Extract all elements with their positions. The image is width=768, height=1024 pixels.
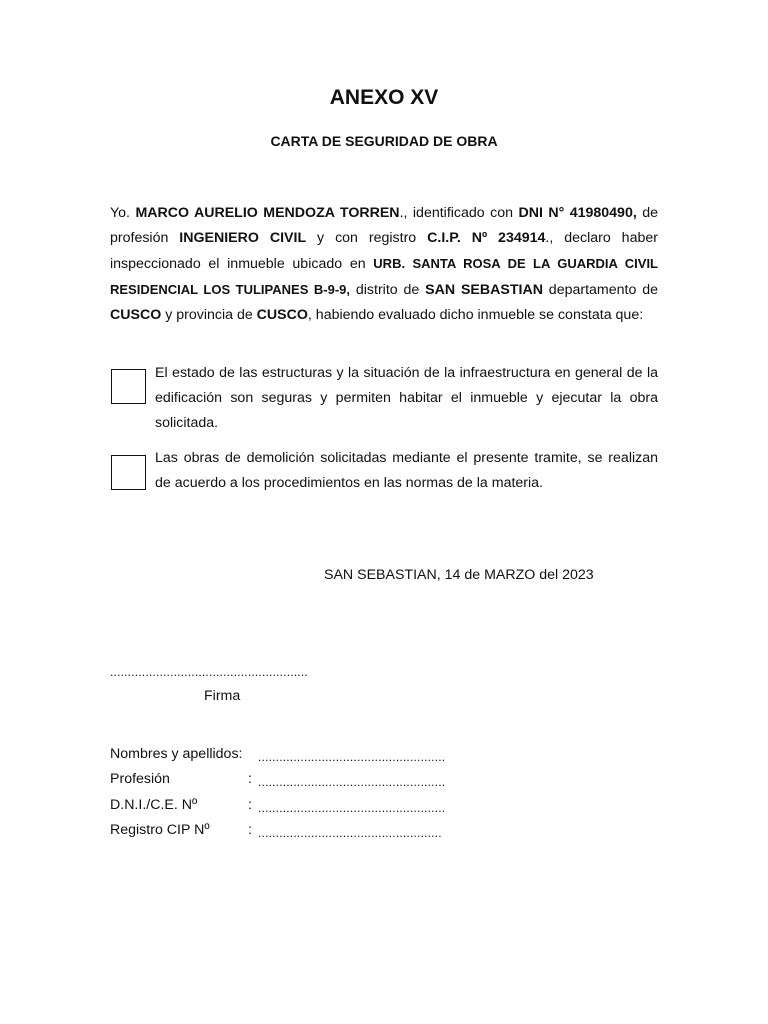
paragraph-text: distrito de	[350, 282, 426, 298]
paragraph-text: y con registro	[306, 230, 428, 246]
cip-number: C.I.P. Nº 234914	[427, 230, 546, 246]
declarant-name: MARCO AURELIO MENDOZA TORREN	[135, 205, 400, 221]
field-label-names: Nombres y apellidos:	[110, 746, 243, 762]
field-label-dni: D.N.I./C.E. Nº	[110, 797, 198, 813]
paragraph-text: de profesión	[110, 205, 659, 246]
paragraph-text: , habiendo evaluado dicho inmueble se constata que:	[307, 307, 644, 323]
field-colon: :	[248, 822, 252, 838]
field-label-profession: Profesión	[110, 771, 170, 787]
field-colon: :	[248, 771, 252, 787]
declaration-paragraph	[110, 201, 658, 328]
option-checkbox-1[interactable]	[111, 369, 146, 404]
field-label-cip: Registro CIP Nº	[110, 822, 210, 838]
field-value-profession: .....................................................	[258, 775, 446, 789]
property-address: URB. SANTA ROSA DE LA GUARDIA CIVIL RESIDENCIAL LOS TULIPANES B-9-9,	[110, 256, 658, 297]
option-text-1: El estado de las estructuras y la situación de la infraestructura en general de la edificación son seguras y permiten habitar el inmueble y ejecutar la obra solicitada.	[155, 365, 658, 431]
paragraph-text: Yo.	[110, 205, 136, 221]
signature-label: Firma	[204, 688, 241, 704]
field-colon: :	[248, 797, 252, 813]
paragraph-text: y provincia de	[161, 307, 257, 323]
department: CUSCO	[110, 307, 162, 323]
dni-number: DNI N° 41980490,	[518, 205, 637, 221]
paragraph-text: ., identificado con	[399, 205, 519, 221]
district: SAN SEBASTIAN	[425, 282, 543, 298]
field-value-cip: ....................................................	[258, 826, 442, 840]
paragraph-text: departamento de	[542, 282, 658, 298]
profession: INGENIERO CIVIL	[179, 230, 307, 246]
province: CUSCO	[256, 307, 308, 323]
paragraph-text: ., declaro haber inspeccionado el inmueble ubicado en	[110, 230, 658, 272]
document-subtitle: CARTA DE SEGURIDAD DE OBRA	[270, 133, 498, 149]
document-title: ANEXO XV	[329, 86, 439, 109]
field-value-names: .....................................................	[258, 750, 446, 764]
option-checkbox-2[interactable]	[111, 455, 146, 490]
signature-line: ........................................................	[110, 665, 308, 679]
place-and-date: SAN SEBASTIAN, 14 de MARZO del 2023	[324, 567, 594, 583]
field-value-dni: .....................................................	[258, 801, 446, 815]
option-text-2: Las obras de demolición solicitadas mediante el presente tramite, se realizan de acuerdo a los procedimientos en las normas de la materia.	[155, 450, 658, 491]
